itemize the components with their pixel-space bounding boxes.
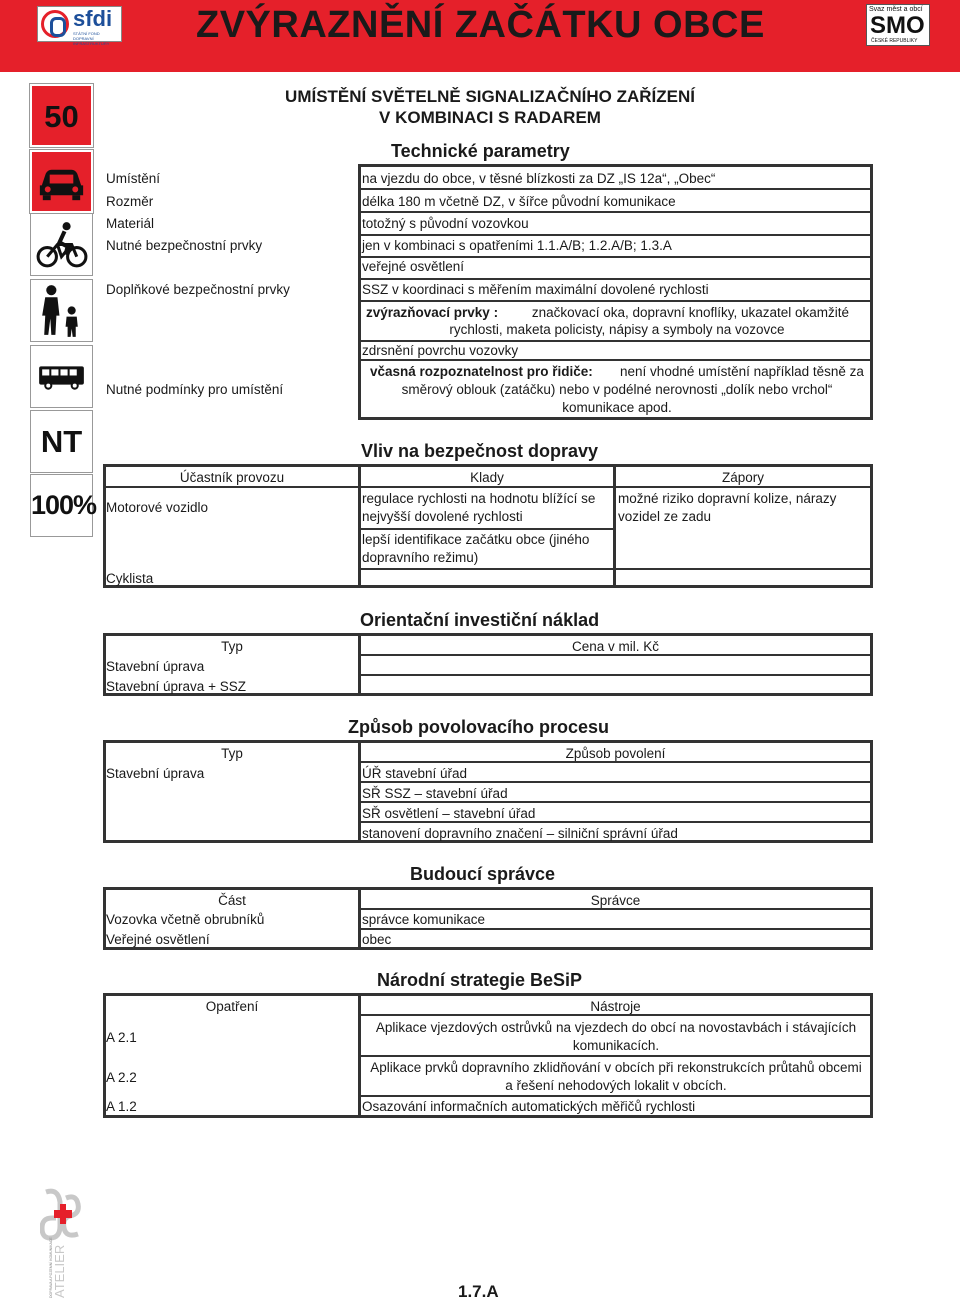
admin-value-road: správce komunikace <box>362 912 486 927</box>
tech-value-highlight-label: zvýrazňovací prvky : <box>366 305 499 320</box>
main-heading-line-1: UMÍSTĚNÍ SVĚTELNĚ SIGNALIZAČNÍHO ZAŘÍZENÍ <box>285 87 695 106</box>
tech-label-required-safety: Nutné bezpečnostní prvky <box>106 238 263 253</box>
safety-pros-speed: regulace rychlosti na hodnotu blížící se nejvyšší dovolené rychlosti <box>362 491 596 524</box>
cost-type-construction-ssz: Stavební úprava + SSZ <box>106 679 246 694</box>
besip-tool: Aplikace vjezdových ostrůvků na vjezdech do obcí na novostavbách i stávajících komunikacích. <box>375 1020 857 1053</box>
sfdi-logo-icon <box>41 10 69 38</box>
besip-code: A 2.1 <box>106 1030 137 1045</box>
safety-header-pros: Klady <box>470 470 504 485</box>
percent-label: 100% <box>31 490 97 520</box>
bus-icon <box>30 345 93 408</box>
admin-part-road: Vozovka včetně obrubníků <box>106 912 265 927</box>
besip-section-title: Národní strategie BeSiP <box>377 970 583 990</box>
safety-header-cons: Zápory <box>721 470 765 485</box>
tech-value-public-lighting: veřejné osvětlení <box>362 259 465 274</box>
tech-value-highlight-elements: značkovací oka, dopravní knoflíky, ukazatel okamžité rychlosti, maketa policisty, nápisy a symboly na vozovce <box>449 305 850 337</box>
tech-value-conditions: není vhodné umístění například těsně za směrový oblouk (zatáčku) nebo v podélné nerovnosti „dolík nebo vrchol“ komunikace apod. <box>401 364 864 415</box>
tech-label-material: Materiál <box>106 216 155 231</box>
main-heading-line-2: V KOMBINACI S RADAREM <box>379 108 601 127</box>
safety-participant-motor: Motorové vozidlo <box>106 500 209 515</box>
safety-section-title: Vliv na bezpečnost dopravy <box>361 441 599 461</box>
page-title: ZVÝRAZNĚNÍ ZAČÁTKU OBCE <box>196 4 765 46</box>
tech-label-additional-safety: Doplňkové bezpečnostní prvky <box>106 282 290 297</box>
cost-section-title: Orientační investiční náklad <box>360 610 600 630</box>
tech-label-conditions: Nutné podmínky pro umístění <box>106 382 284 397</box>
besip-code: A 1.2 <box>106 1099 137 1114</box>
admin-value-lighting: obec <box>362 932 392 947</box>
tech-value-material: totožný s původní vozovkou <box>362 216 529 231</box>
permit-type-value: Stavební úprava <box>106 766 205 781</box>
tech-value-surface: zdrsnění povrchu vozovky <box>362 343 519 358</box>
nt-label: NT <box>40 424 83 459</box>
safety-participant-cyclist: Cyklista <box>106 571 154 586</box>
car-icon <box>30 150 93 213</box>
permit-section-title: Způsob povolovacího procesu <box>348 717 610 737</box>
permit-header-method: Způsob povolení <box>565 746 666 761</box>
besip-header-measure: Opatření <box>205 999 259 1014</box>
page-number: 1.7.A <box>458 1282 499 1301</box>
sfdi-logo <box>37 6 122 46</box>
tech-value-conditions-label: včasná rozpoznatelnost pro řidiče: <box>370 364 593 379</box>
safety-pros-identification: lepší identifikace začátku obce (jiného dopravního režimu) <box>362 532 590 565</box>
smo-logo-bottom: ČESKÉ REPUBLIKY <box>871 38 918 44</box>
cost-header-price: Cena v mil. Kč <box>571 639 660 654</box>
permit-method-row: SŘ SSZ – stavební úřad <box>362 786 508 801</box>
safety-cons-collision: možné riziko dopravní kolize, nárazy vozidel ze zadu <box>618 491 837 524</box>
admin-header-part: Část <box>218 893 246 908</box>
besip-tool: Aplikace prvků dopravního zklidňování v obcích při rekonstrukcích průtahů obcemi a řešení nehodových lokalit v obcích. <box>370 1060 862 1093</box>
admin-header-admin: Správce <box>590 893 641 908</box>
percent-badge <box>30 474 97 537</box>
admin-section-title: Budoucí správce <box>410 864 556 884</box>
besip-header-tools: Nástroje <box>590 999 641 1014</box>
permit-method-row: ÚŘ stavební úřad <box>362 766 468 781</box>
speed-limit-value: 50 <box>44 99 79 134</box>
besip-code: A 2.2 <box>106 1070 137 1085</box>
smo-logo <box>866 4 930 46</box>
tech-label-placement: Umístění <box>106 171 161 186</box>
tech-value-placement: na vjezdu do obce, v těsné blízkosti za DZ „IS 12a“, „Obec“ <box>362 171 716 186</box>
atelier-logo <box>40 1188 85 1300</box>
nt-badge <box>30 410 93 473</box>
atelier-logo-subtext: DOPRAVA A POZEMNÍ KOMUNIKACE <box>49 1237 53 1298</box>
tech-value-ssz: SSZ v koordinaci s měřením maximální dovolené rychlosti <box>362 282 709 297</box>
speed-limit-badge <box>30 84 93 147</box>
cost-header-type: Typ <box>221 639 243 654</box>
admin-part-lighting: Veřejné osvětlení <box>106 932 210 947</box>
besip-tool: Osazování informačních automatických měřičů rychlosti <box>362 1099 696 1114</box>
permit-method-row: SŘ osvětlení – stavební úřad <box>362 806 536 821</box>
tech-section-title: Technické parametry <box>391 141 570 161</box>
tech-value-required-safety: jen v kombinaci s opatřeními 1.1.A/B; 1.2.A/B; 1.3.A <box>362 238 672 253</box>
tech-label-size: Rozměr <box>106 194 154 209</box>
cost-type-construction: Stavební úprava <box>106 659 205 674</box>
pedestrians-icon <box>30 279 93 342</box>
atelier-logo-text: ATELIER <box>52 1244 67 1298</box>
safety-header-participant: Účastník provozu <box>179 470 285 485</box>
sfdi-logo-subtext: STÁTNÍ FOND DOPRAVNÍ INFRASTRUKTURY <box>73 31 110 46</box>
permit-method-row: stanovení dopravního značení – silniční správní úřad <box>362 826 678 841</box>
smo-logo-top: Svaz měst a obcí <box>869 6 923 13</box>
cyclist-icon <box>30 213 93 276</box>
sfdi-logo-text: sfdi <box>73 6 113 31</box>
tech-value-size: délka 180 m včetně DZ, v šířce původní komunikace <box>362 194 676 209</box>
smo-logo-text: SMO <box>870 12 925 39</box>
page-header <box>0 0 960 72</box>
permit-header-type: Typ <box>221 746 243 761</box>
